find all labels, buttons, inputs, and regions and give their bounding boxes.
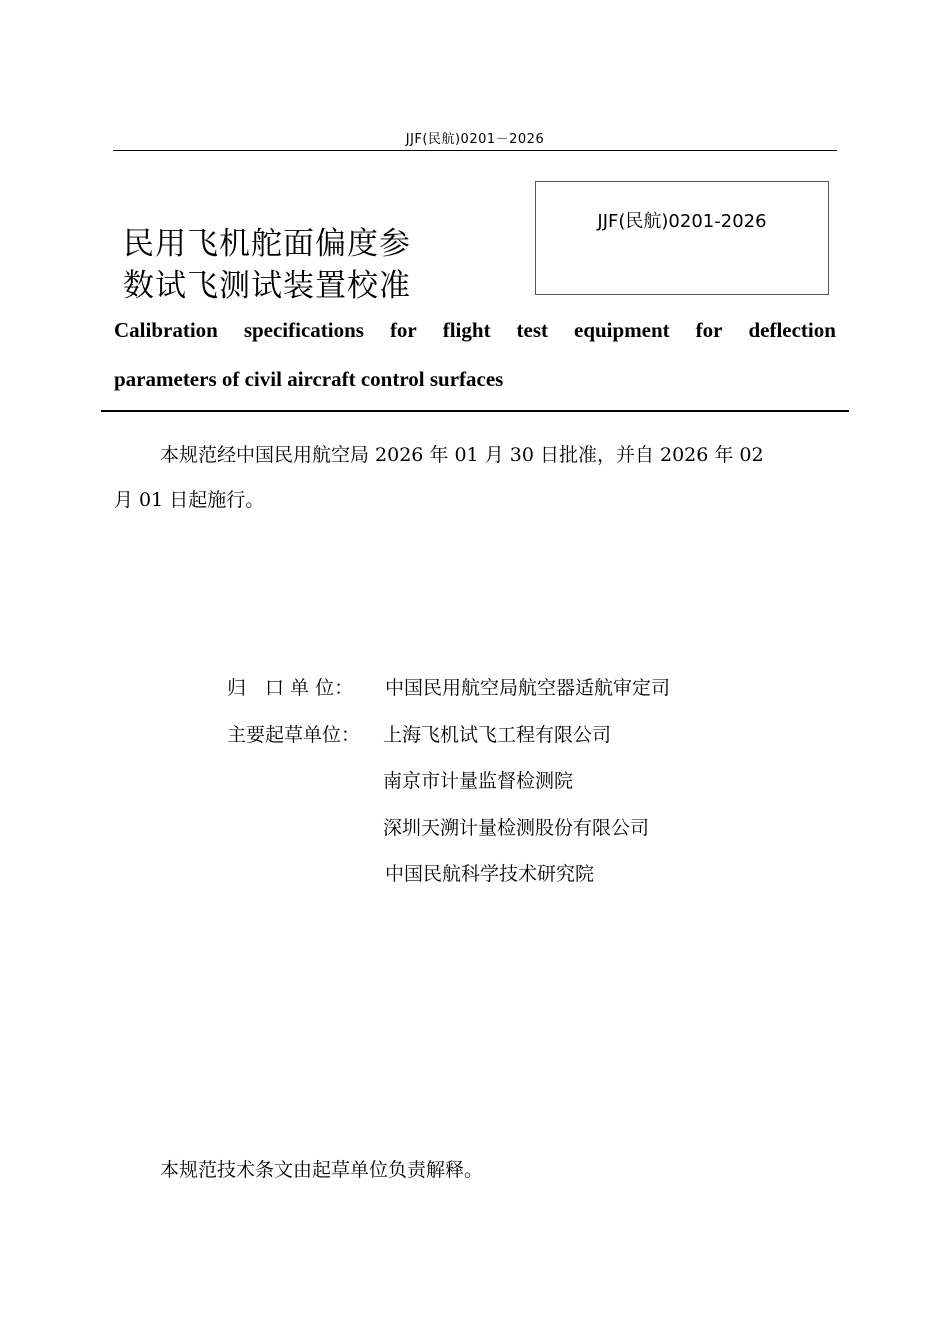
- main-rule: [101, 410, 849, 412]
- english-title-word: equipment: [574, 318, 670, 342]
- footer-note: 本规范技术条文由起草单位负责解释。: [160, 1159, 484, 1181]
- drafting-unit-name: 上海飞机试飞工程有限公司: [383, 724, 612, 746]
- english-title-word: deflection: [748, 318, 836, 342]
- english-title-line-2: parameters of civil aircraft control surfaces: [114, 367, 504, 391]
- responsible-unit-label: 归 口 单 位：: [227, 677, 354, 699]
- header-code: JJF(民航)0201－2026: [405, 132, 545, 147]
- header-rule: [113, 150, 837, 151]
- english-title-word: for: [695, 318, 723, 342]
- drafting-unit-name: 中国民航科学技术研究院: [385, 863, 595, 885]
- drafting-units-label: 主要起草单位：: [227, 724, 361, 746]
- drafting-unit-name: 深圳天溯计量检测股份有限公司: [383, 817, 650, 839]
- approval-line-2: 月 01 日起施行。: [114, 489, 265, 511]
- title-line-1: 民用飞机舵面偏度参: [123, 226, 411, 262]
- english-title-word: flight: [442, 318, 491, 342]
- approval-line-1: 本规范经中国民用航空局 2026 年 01 月 30 日批准，并自 2026 年 02: [160, 444, 764, 466]
- code-box: [535, 181, 829, 295]
- english-title-word: Calibration: [114, 318, 218, 342]
- title-line-2: 数试飞测试装置校准: [123, 268, 411, 304]
- english-title-word: for: [389, 318, 417, 342]
- code-box-text: JJF(民航)0201-2026: [597, 211, 767, 232]
- responsible-unit-name: 中国民用航空局航空器适航审定司: [385, 677, 671, 699]
- drafting-unit-name: 南京市计量监督检测院: [383, 770, 574, 792]
- english-title-word: test: [516, 318, 549, 342]
- english-title-line-1: [114, 318, 836, 343]
- english-title-word: specifications: [243, 318, 364, 342]
